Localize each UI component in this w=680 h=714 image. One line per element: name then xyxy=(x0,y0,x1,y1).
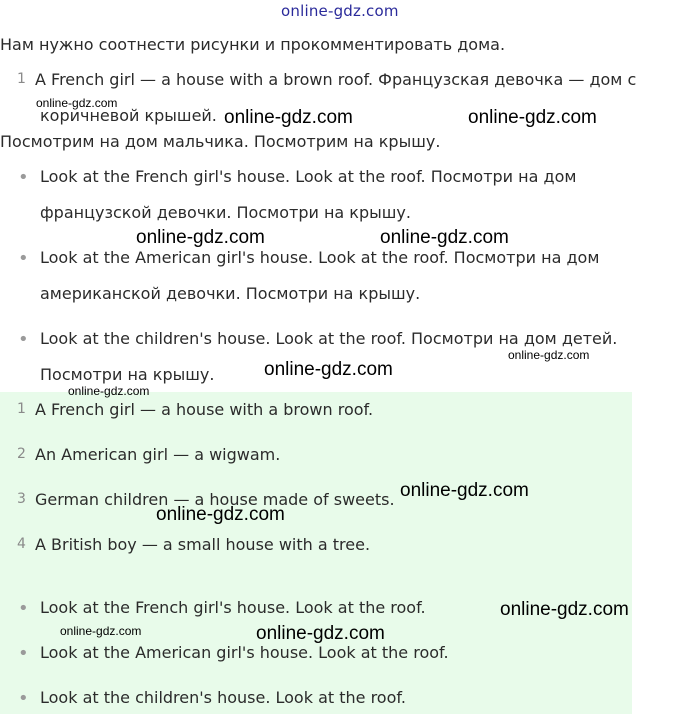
watermark: online-gdz.com xyxy=(380,227,509,248)
answer-number: 3 xyxy=(17,491,26,507)
bullet-dot: • xyxy=(18,643,29,664)
bullet-dot: • xyxy=(18,248,29,269)
watermark: online-gdz.com xyxy=(68,384,150,398)
watermark: online-gdz.com xyxy=(264,359,393,380)
example-line-2: коричневой крышей. xyxy=(40,106,217,125)
bullet-bottom-1: Look at the French girl's house. Look at the roof. xyxy=(40,598,426,617)
bullet-bottom-3: Look at the children's house. Look at the roof. xyxy=(40,688,406,707)
bullet-dot: • xyxy=(18,598,29,619)
answer-number: 2 xyxy=(17,446,26,462)
bullet-dot: • xyxy=(18,688,29,709)
bullet-bottom-2: Look at the American girl's house. Look at the roof. xyxy=(40,643,449,662)
watermark: online-gdz.com xyxy=(400,480,529,501)
answer-number: 4 xyxy=(17,536,26,552)
watermark: online-gdz.com xyxy=(224,107,353,128)
watermark: online-gdz.com xyxy=(136,227,265,248)
watermark: online-gdz.com xyxy=(508,348,590,362)
site-title[interactable]: online-gdz.com xyxy=(281,2,399,20)
watermark: online-gdz.com xyxy=(156,504,285,525)
answer-3: German children — a house made of sweets. xyxy=(35,490,395,509)
bullet-top-1-line-1: Look at the French girl's house. Look at the roof. Посмотри на дом xyxy=(40,167,577,186)
intro-text: Нам нужно соотнести рисунки и прокомментировать дома. xyxy=(0,35,506,54)
answer-4: A British boy — a small house with a tree. xyxy=(35,535,371,554)
example-line-1: A French girl — a house with a brown roof. Французская девочка — дом с xyxy=(35,70,637,89)
watermark: online-gdz.com xyxy=(500,599,629,620)
bullet-top-3-line-2: Посмотри на крышу. xyxy=(40,365,215,384)
answer-2: An American girl — a wigwam. xyxy=(35,445,281,464)
mid-text: Посмотрим на дом мальчика. Посмотрим на крышу. xyxy=(0,132,441,151)
watermark: online-gdz.com xyxy=(36,96,118,110)
example-number: 1 xyxy=(17,71,26,87)
watermark: online-gdz.com xyxy=(468,107,597,128)
bullet-top-2-line-1: Look at the American girl's house. Look at the roof. Посмотри на дом xyxy=(40,248,600,267)
bullet-top-1-line-2: французской девочки. Посмотри на крышу. xyxy=(40,203,411,222)
bullet-top-2-line-2: американской девочки. Посмотри на крышу. xyxy=(40,284,421,303)
bullet-dot: • xyxy=(18,167,29,188)
watermark: online-gdz.com xyxy=(60,624,142,638)
answer-1: A French girl — a house with a brown roof. xyxy=(35,400,374,419)
watermark: online-gdz.com xyxy=(256,623,385,644)
answer-number: 1 xyxy=(17,401,26,417)
bullet-top-3-line-1: Look at the children's house. Look at the roof. Посмотри на дом детей. xyxy=(40,329,618,348)
bullet-dot: • xyxy=(18,329,29,350)
